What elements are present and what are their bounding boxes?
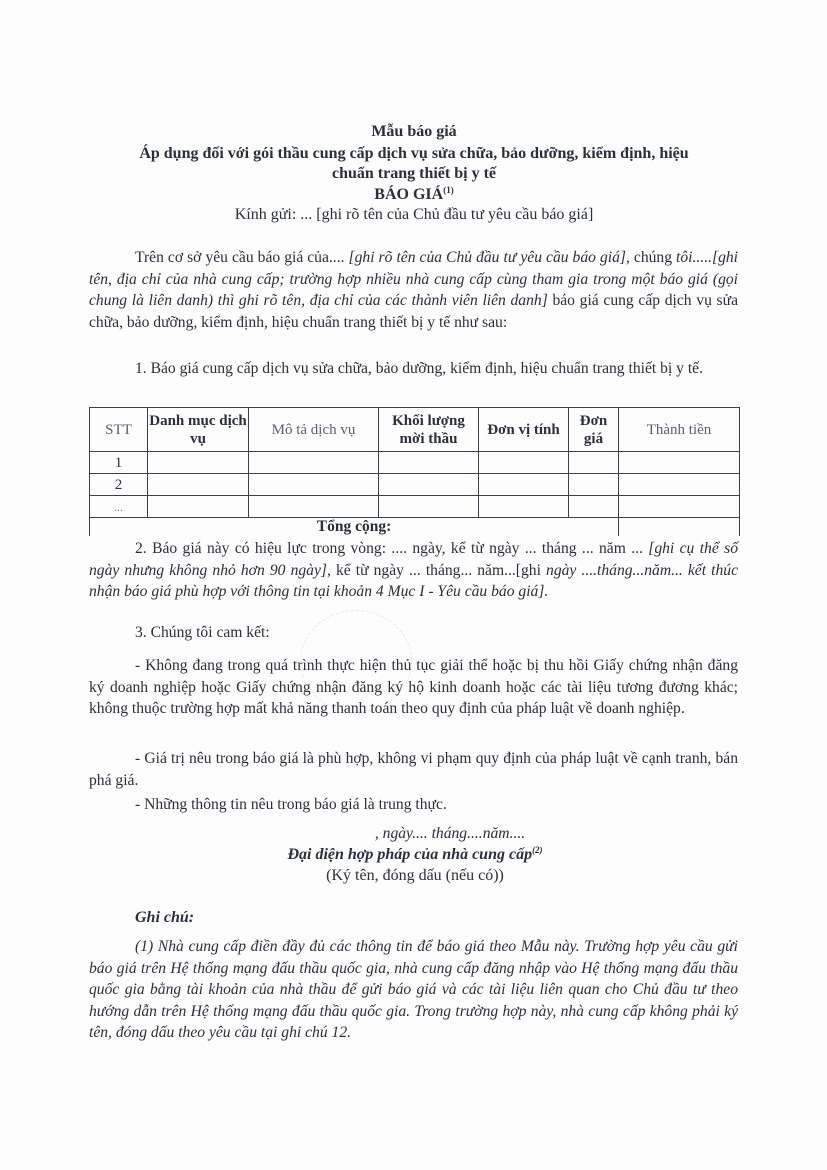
- intro-text: báo giá cung cấp dịch vụ sửa chữa, bảo dưỡng, kiểm định, hiệu chuẩn trang thiết bị y tế như sau:: [89, 292, 738, 331]
- cell-empty[interactable]: [249, 474, 379, 496]
- validity-text: 2. Báo giá này có hiệu lực trong vòng: .... ngày, kể từ ngày ... tháng ... năm ...: [135, 540, 649, 557]
- table-total-row: [90, 518, 740, 537]
- intro-placeholder-supplier: tôi.....[ghi tên, địa chỉ của nhà cung cấp; trường hợp nhiều nhà cung cấp cùng tham gia trong một báo giá (gọi chung là liên danh) thì ghi rõ tên, địa chỉ của các thành viên liên danh]: [89, 249, 738, 309]
- cell-empty[interactable]: [569, 496, 619, 518]
- table-row: [90, 452, 740, 474]
- cell-empty[interactable]: [379, 452, 479, 474]
- cell-empty[interactable]: [479, 452, 569, 474]
- signature-instruction: (Ký tên, đóng dấu (nếu có)): [326, 867, 504, 884]
- subtitle-line-2: chuẩn trang thiết bị y tế: [332, 165, 496, 182]
- intro-placeholder-investor: [ghi rõ tên của Chủ đầu tư yêu cầu báo giá]: [348, 249, 626, 266]
- row-stt: 1: [90, 452, 148, 474]
- recipient-line: Kính gửi: ... [ghi rõ tên của Chủ đầu tư yêu cầu báo giá]: [234, 206, 594, 223]
- cell-empty[interactable]: [249, 496, 379, 518]
- margin-scan-mark: ·: [4, 505, 7, 513]
- validity-placeholder-end: ngày ....tháng...năm... kết thúc nhận báo giá phù hợp với thông tin tại khoản 4 Mục I - Yêu cầu báo giá].: [89, 561, 738, 600]
- validity-placeholder: [ghi cụ thể số ngày nhưng không nhỏ hơn 90 ngày]: [89, 540, 738, 579]
- cell-empty[interactable]: [619, 474, 740, 496]
- cell-empty[interactable]: [479, 496, 569, 518]
- total-amount-cell[interactable]: [619, 518, 740, 537]
- signature-title: [250, 845, 580, 865]
- cell-empty[interactable]: [148, 496, 249, 518]
- header-unit-price: Đơn giá: [569, 408, 619, 452]
- cell-empty[interactable]: [148, 452, 249, 474]
- section-3-heading: 3. Chúng tôi cam kết:: [135, 624, 270, 641]
- header-quantity: Khối lượng mời thầu: [379, 408, 479, 452]
- cell-empty[interactable]: [379, 496, 479, 518]
- signature-title-text: Đại diện hợp pháp của nhà cung cấp: [287, 846, 533, 863]
- header-stt: STT: [90, 408, 148, 452]
- header-amount: Thành tiền: [619, 408, 740, 452]
- table-row: [90, 496, 740, 518]
- total-label: Tổng cộng:: [90, 518, 619, 537]
- table-header-row: [90, 408, 740, 452]
- subtitle-line-1: Áp dụng đối với gói thầu cung cấp dịch vụ sửa chữa, bảo dưỡng, kiểm định, hiệu: [139, 145, 689, 162]
- commitment-item-2: - Giá trị nêu trong báo giá là phù hợp, không vi phạm quy định của pháp luật về cạnh tranh, bán phá giá.: [89, 750, 738, 789]
- cell-empty[interactable]: [619, 452, 740, 474]
- cell-empty[interactable]: [569, 474, 619, 496]
- row-stt: 2: [90, 474, 148, 496]
- signature-date-line: , ngày.... tháng....năm....: [374, 825, 526, 842]
- header-service-description: Mô tả dịch vụ: [249, 408, 379, 452]
- quote-table: [89, 407, 740, 536]
- header-service-category: Danh mục dịch vụ: [148, 408, 249, 452]
- commitment-item-1: - Không đang trong quá trình thực hiện thủ tục giải thể hoặc bị thu hồi Giấy chứng nhận đăng ký doanh nghiệp hoặc Giấy chứng nhận đăng ký hộ kinh doanh hoặc các tài liệu tương đương khác; không thuộc trường hợp mất khả năng thanh toán theo quy định của pháp luật về doanh nghiệp.: [89, 657, 738, 717]
- note-1: (1) Nhà cung cấp điền đầy đủ các thông tin để báo giá theo Mẫu này. Trường hợp yêu cầu gửi báo giá trên Hệ thống mạng đấu thầu quốc gia, nhà cung cấp đăng nhập vào Hệ thống mạng đấu thầu quốc gia bằng tài khoản của nhà thầu để gửi báo giá và các tài liệu liên quan cho Chủ đầu tư theo hướng dẫn trên Hệ thống mạng đấu thầu quốc gia. Trong trường hợp này, nhà cung cấp không phải ký tên, đóng dấu theo yêu cầu tại ghi chú 12.: [89, 938, 738, 1042]
- doc-title-text: BÁO GIÁ: [374, 186, 444, 203]
- table-row: [90, 474, 740, 496]
- section-2-paragraph: [89, 538, 738, 603]
- intro-text: Trên cơ sở yêu cầu báo giá của....: [135, 249, 349, 266]
- commitment-item-3: - Những thông tin nêu trong báo giá là trung thực.: [135, 796, 447, 813]
- signature-footnote: (2): [532, 845, 543, 855]
- cell-empty[interactable]: [379, 474, 479, 496]
- cell-empty[interactable]: [479, 474, 569, 496]
- section-1-text: 1. Báo giá cung cấp dịch vụ sửa chữa, bảo dưỡng, kiểm định, hiệu chuẩn trang thiết bị y tế.: [135, 360, 703, 377]
- doc-title-footnote: (1): [443, 185, 454, 195]
- cell-empty[interactable]: [148, 474, 249, 496]
- intro-text: , chúng: [625, 249, 677, 266]
- cell-empty[interactable]: [619, 496, 740, 518]
- header-unit: Đơn vị tính: [479, 408, 569, 452]
- validity-text: , kể từ ngày ... tháng... năm...[ghi: [326, 561, 547, 579]
- row-stt: ...: [90, 496, 148, 518]
- doc-title: [89, 185, 739, 205]
- cell-empty[interactable]: [569, 452, 619, 474]
- cell-empty[interactable]: [249, 452, 379, 474]
- form-title: Mẫu báo giá: [371, 123, 457, 140]
- intro-paragraph: [89, 247, 738, 333]
- notes-heading: Ghi chú:: [135, 909, 195, 926]
